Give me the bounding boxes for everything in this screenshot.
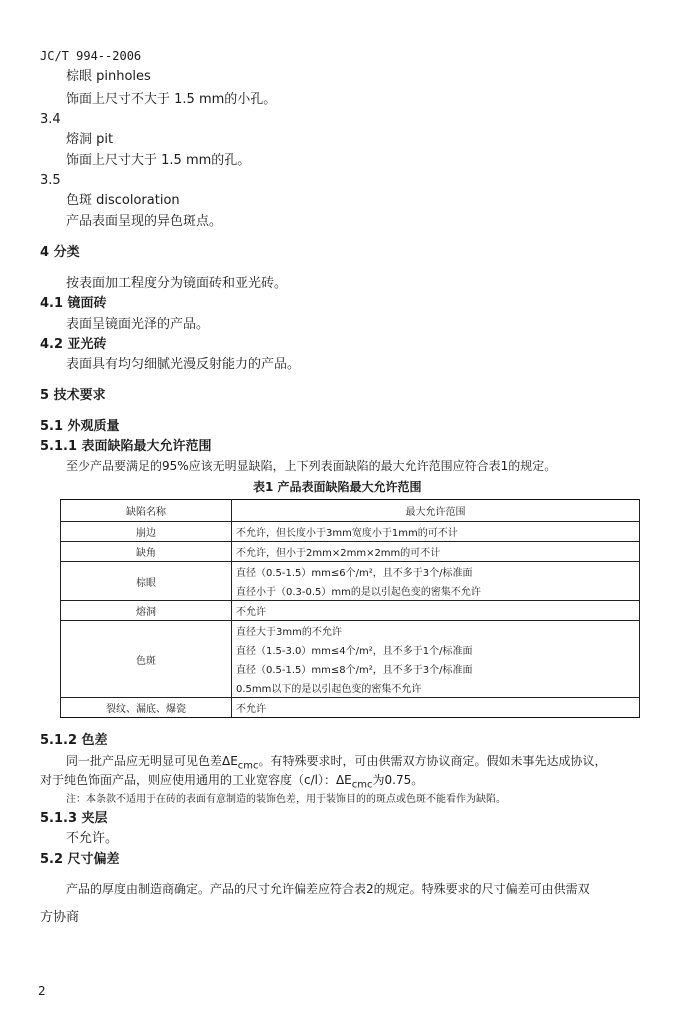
defect-limit: 直径（1.5-3.0）mm≤4个/m²，且不多于1个/标准面 [232, 640, 640, 659]
term-pinholes: 棕眼 pinholes [66, 69, 151, 84]
classification-intro: 按表面加工程度分为镜面砖和亚光砖。 [66, 276, 288, 291]
def-discoloration: 产品表面呈现的异色斑点。 [66, 214, 223, 229]
defect-limit: 不允许 [232, 601, 640, 621]
term-discoloration: 色斑 discoloration [66, 193, 180, 208]
defect-limit: 0.5mm以下的是以引起色变的密集不允许 [232, 678, 640, 698]
defect-limit: 不允许，但长度小于3mm宽度小于1mm的可不计 [232, 522, 640, 542]
color-diff-note: 注：本条款不适用于在砖的表面有意制造的装饰色差，用于装饰目的的斑点或色斑不能看作为缺陷。 [66, 794, 506, 805]
table-row [61, 542, 640, 562]
heading-requirements: 5 技术要求 [40, 388, 106, 403]
heading-5-1: 5.1 外观质量 [40, 419, 120, 434]
table1-caption: 表1 产品表面缺陷最大允许范围 [253, 480, 422, 494]
defect-name: 色斑 [61, 621, 232, 698]
standard-code: JC/T 994--2006 [40, 49, 142, 63]
table-row [61, 601, 640, 621]
text-4-2: 表面具有均匀细腻光漫反射能力的产品。 [66, 357, 301, 372]
text-5-1-3: 不允许。 [66, 831, 119, 846]
defect-name: 崩边 [61, 522, 232, 542]
defect-limit: 不允许 [232, 698, 640, 718]
table-row [61, 698, 640, 718]
section-3-4: 3.4 [40, 112, 61, 127]
heading-classification: 4 分类 [40, 245, 80, 260]
page-number: 2 [38, 984, 46, 998]
dimensions-para1: 产品的厚度由制造商确定。产品的尺寸允许偏差应符合表2的规定。特殊要求的尺寸偏差可由供需双 [66, 882, 590, 896]
defect-table [60, 499, 640, 718]
col-header-max-range: 最大允许范围 [232, 500, 640, 522]
table-row [61, 621, 640, 641]
heading-4-2: 4.2 亚光砖 [40, 337, 107, 352]
defect-name: 缺角 [61, 542, 232, 562]
term-pit: 熔洞 pit [66, 132, 114, 147]
col-header-defect-name: 缺陷名称 [61, 500, 232, 522]
color-diff-para2: 对于纯色饰面产品，则应使用通用的工业宽容度（c/l）：$\Delta E_{cmc}$为0.75。 [40, 773, 424, 791]
heading-5-1-2: 5.1.2 色差 [40, 733, 108, 748]
dimensions-para2: 方协商 [40, 910, 80, 925]
table-row [61, 522, 640, 542]
defect-limit: 直径大于3mm的不允许 [232, 621, 640, 641]
defect-name: 棕眼 [61, 562, 232, 601]
heading-4-1: 4.1 镜面砖 [40, 296, 107, 311]
def-pinholes: 饰面上尺寸不大于 1.5 mm的小孔。 [66, 92, 277, 107]
def-pit: 饰面上尺寸大于 1.5 mm的孔。 [66, 153, 251, 168]
defect-limit: 直径小于（0.3-0.5）mm的是以引起色变的密集不允许 [232, 581, 640, 601]
heading-5-1-1: 5.1.1 表面缺陷最大允许范围 [40, 439, 212, 454]
defect-limit: 不允许，但小于2mm×2mm×2mm的可不计 [232, 542, 640, 562]
heading-5-2: 5.2 尺寸偏差 [40, 852, 120, 867]
defect-limit: 直径（0.5-1.5）mm≤8个/m²，且不多于3个/标准面 [232, 659, 640, 678]
heading-5-1-3: 5.1.3 夹层 [40, 811, 108, 826]
color-diff-para1: 同一批产品应无明显可见色差$\Delta E_{cmc}$。有特殊要求时，可由供需双方协议商定。假如未事先达成协议， [66, 754, 607, 772]
section-3-5: 3.5 [40, 173, 61, 188]
text-4-1: 表面呈镜面光泽的产品。 [66, 317, 210, 332]
text-5-1-1: 至少产品要满足的95%应该无明显缺陷，上下列表面缺陷的最大允许范围应符合表1的规定。 [66, 459, 557, 473]
defect-limit: 直径（0.5-1.5）mm≤6个/m²，且不多于3个/标准面 [232, 562, 640, 582]
defect-name: 熔洞 [61, 601, 232, 621]
table-row [61, 562, 640, 582]
defect-name: 裂纹、漏底、爆瓷 [61, 698, 232, 718]
table-header-row [61, 500, 640, 522]
